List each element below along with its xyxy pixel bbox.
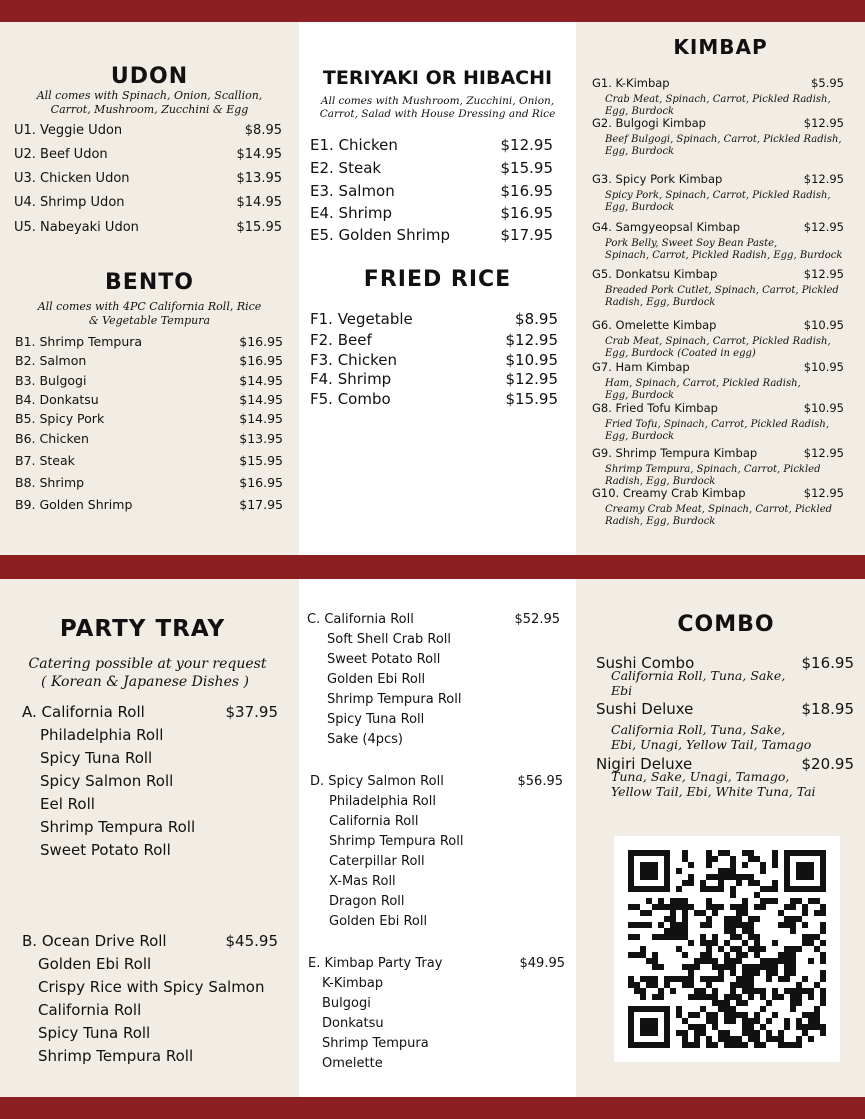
bento-item-price: $16.95 — [239, 334, 283, 349]
teriyaki-item-price: $17.95 — [500, 226, 553, 244]
bento-item-price: $17.95 — [239, 497, 283, 512]
tray-item: Spicy Tuna Roll — [40, 749, 153, 767]
tray-header-name: B. Ocean Drive Roll — [22, 932, 167, 950]
tray-item: Soft Shell Crab Roll — [327, 632, 452, 647]
tray-header-name: C. California Roll — [307, 612, 414, 627]
bento-item-name: B1. Shrimp Tempura — [15, 334, 143, 349]
bento-desc-line-1: All comes with 4PC California Roll, Rice — [37, 300, 262, 313]
kimbap-item-desc: Crab Meat, Spinach, Carrot, Pickled Radish, — [605, 336, 831, 347]
bento-item-price: $14.95 — [239, 373, 283, 388]
bento-item — [15, 475, 283, 490]
bento-title: BENTO — [105, 270, 194, 295]
kimbap-item — [592, 360, 844, 374]
tray-item: California Roll — [38, 1001, 142, 1019]
bento-item-price: $14.95 — [239, 411, 283, 426]
tray-header-price: $56.95 — [517, 774, 563, 789]
kimbap-item-desc: Pork Belly, Sweet Soy Bean Paste, — [605, 238, 778, 249]
teriyaki-item — [310, 136, 553, 154]
teriyaki-item-price: $16.95 — [500, 182, 553, 200]
kimbap-item-name: G2. Bulgogi Kimbap — [592, 116, 706, 130]
fried-rice-title: FRIED RICE — [363, 267, 512, 292]
teriyaki-item-price: $15.95 — [500, 159, 553, 177]
udon-item — [14, 171, 282, 186]
udon-item-price: $15.95 — [236, 220, 282, 235]
fried-rice-item-price: $8.95 — [515, 310, 558, 328]
kimbap-item-name: G9. Shrimp Tempura Kimbap — [592, 446, 758, 460]
kimbap-item — [592, 172, 844, 186]
bento-item-price: $13.95 — [239, 431, 283, 446]
teriyaki-item-name: E2. Steak — [310, 159, 382, 177]
tray-item: Spicy Tuna Roll — [38, 1024, 151, 1042]
tray-header-name: D. Spicy Salmon Roll — [310, 774, 444, 789]
combo-item-desc: Tuna, Sake, Unagi, Tamago, — [611, 769, 790, 784]
tray-item: K-Kimbap — [322, 976, 384, 991]
kimbap-item-price: $10.95 — [803, 401, 844, 415]
udon-item — [14, 123, 282, 138]
bottom-band — [0, 1097, 865, 1119]
teriyaki-item — [310, 204, 553, 222]
fried-rice-item — [310, 351, 558, 369]
udon-item-name: U2. Beef Udon — [14, 147, 108, 162]
tray-item: Sweet Potato Roll — [40, 841, 171, 859]
tray-item: X-Mas Roll — [329, 874, 396, 889]
kimbap-item — [592, 318, 844, 332]
bento-item — [15, 392, 283, 407]
kimbap-item-name: G8. Fried Tofu Kimbap — [592, 401, 718, 415]
tray-header-price: $37.95 — [225, 703, 278, 721]
combo-item-name: Sushi Combo — [596, 654, 695, 672]
udon-item-price: $8.95 — [244, 123, 282, 138]
kimbap-item-price: $12.95 — [803, 220, 844, 234]
kimbap-item-desc: Egg, Burdock — [605, 146, 675, 157]
fried-rice-item-name: F4. Shrimp — [310, 370, 392, 388]
tray-item: Crispy Rice with Spicy Salmon — [38, 978, 265, 996]
teriyaki-title: TERIYAKI OR HIBACHI — [322, 67, 553, 89]
fried-rice-item — [310, 331, 558, 349]
kimbap-title: KIMBAP — [673, 35, 768, 59]
qr-code-icon[interactable] — [614, 836, 840, 1062]
kimbap-item-name: G6. Omelette Kimbap — [592, 318, 717, 332]
teriyaki-item-name: E5. Golden Shrimp — [310, 226, 451, 244]
teriyaki-item-price: $12.95 — [500, 136, 553, 154]
kimbap-item — [592, 446, 844, 460]
tray-item: Bulgogi — [322, 996, 371, 1011]
fried-rice-item-price: $10.95 — [505, 351, 558, 369]
kimbap-item-desc: Breaded Pork Cutlet, Spinach, Carrot, Pickled — [605, 285, 839, 296]
kimbap-item-price: $10.95 — [803, 360, 844, 374]
bento-desc-line-2: & Vegetable Tempura — [88, 314, 211, 327]
kimbap-item-desc: Radish, Egg, Burdock — [605, 297, 716, 308]
kimbap-item-name: G1. K-Kimbap — [592, 76, 670, 90]
combo-item-price: $16.95 — [801, 654, 854, 672]
bento-item-name: B4. Donkatsu — [15, 392, 99, 407]
tray-header — [22, 932, 278, 950]
kimbap-item-price: $12.95 — [803, 267, 844, 281]
teriyaki-item — [310, 159, 553, 177]
kimbap-item-desc: Shrimp Tempura, Spinach, Carrot, Pickled — [605, 464, 821, 475]
udon-item — [14, 195, 282, 210]
kimbap-item — [592, 76, 844, 90]
bento-item — [15, 453, 283, 468]
bento-item-name: B2. Salmon — [15, 353, 87, 368]
fried-rice-item — [310, 310, 558, 328]
bento-item-price: $16.95 — [239, 353, 283, 368]
tray-item: Golden Ebi Roll — [329, 914, 428, 929]
kimbap-item-desc: Egg, Burdock — [605, 202, 675, 213]
tray-header — [310, 774, 563, 789]
tray-item: Sweet Potato Roll — [327, 652, 441, 667]
combo-item-price: $18.95 — [801, 700, 854, 718]
bento-item-name: B9. Golden Shrimp — [15, 497, 133, 512]
bento-item-name: B5. Spicy Pork — [15, 411, 105, 426]
udon-desc-line-1: All comes with Spinach, Onion, Scallion, — [36, 89, 263, 102]
tray-header — [307, 612, 560, 627]
udon-item-price: $13.95 — [236, 171, 282, 186]
bento-item — [15, 431, 283, 446]
teriyaki-item-price: $16.95 — [500, 204, 553, 222]
tray-item: California Roll — [329, 814, 419, 829]
tray-item: Dragon Roll — [329, 894, 405, 909]
teriyaki-item — [310, 182, 553, 200]
kimbap-item-price: $12.95 — [803, 486, 844, 500]
udon-item-price: $14.95 — [236, 195, 282, 210]
fried-rice-item-price: $15.95 — [505, 390, 558, 408]
tray-item: Sake (4pcs) — [327, 732, 404, 747]
bento-item-price: $14.95 — [239, 392, 283, 407]
kimbap-item — [592, 401, 844, 415]
fried-rice-item-name: F5. Combo — [310, 390, 391, 408]
combo-title: COMBO — [677, 612, 775, 637]
tray-item: Caterpillar Roll — [329, 854, 425, 869]
combo-item-name: Sushi Deluxe — [596, 700, 694, 718]
udon-item-price: $14.95 — [236, 147, 282, 162]
combo-item — [596, 700, 854, 718]
qr-code-graphic — [614, 836, 840, 1062]
kimbap-item-desc: Ham, Spinach, Carrot, Pickled Radish, — [605, 378, 801, 389]
kimbap-item-price: $12.95 — [803, 172, 844, 186]
kimbap-item-desc: Egg, Burdock — [605, 106, 675, 117]
kimbap-item-price: $12.95 — [803, 116, 844, 130]
tray-item: Omelette — [322, 1056, 383, 1071]
tray-header-name: E. Kimbap Party Tray — [308, 956, 443, 971]
kimbap-item-desc: Creamy Crab Meat, Spinach, Carrot, Pickled — [605, 504, 833, 515]
tray-item: Spicy Tuna Roll — [327, 712, 425, 727]
fried-rice-item — [310, 370, 558, 388]
party-tray-title: PARTY TRAY — [59, 616, 226, 642]
kimbap-item-desc: Crab Meat, Spinach, Carrot, Pickled Radish, — [605, 94, 831, 105]
kimbap-item-desc: Spinach, Carrot, Pickled Radish, Egg, Burdock — [605, 250, 843, 261]
tray-item: Shrimp Tempura Roll — [38, 1047, 194, 1065]
kimbap-item-desc: Beef Bulgogi, Spinach, Carrot, Pickled Radish, — [605, 134, 842, 145]
kimbap-item-desc: Radish, Egg, Burdock — [605, 476, 716, 487]
kimbap-item-name: G10. Creamy Crab Kimbap — [592, 486, 746, 500]
bento-item-price: $16.95 — [239, 475, 283, 490]
combo-item-price: $20.95 — [801, 755, 854, 773]
bento-item-price: $15.95 — [239, 453, 283, 468]
kimbap-item — [592, 220, 844, 234]
bento-item — [15, 334, 283, 349]
bento-item — [15, 373, 283, 388]
tray-header — [308, 956, 565, 971]
fried-rice-item-name: F1. Vegetable — [310, 310, 413, 328]
tray-item: Shrimp Tempura — [322, 1036, 429, 1051]
udon-desc-line-2: Carrot, Mushroom, Zucchini & Egg — [50, 103, 249, 116]
udon-item — [14, 147, 282, 162]
tray-item: Shrimp Tempura Roll — [40, 818, 196, 836]
tray-item: Donkatsu — [322, 1016, 384, 1031]
combo-item-desc: Ebi, Unagi, Yellow Tail, Tamago — [611, 737, 812, 752]
teriyaki-item-name: E4. Shrimp — [310, 204, 393, 222]
kimbap-item — [592, 116, 844, 130]
tray-item: Philadelphia Roll — [40, 726, 164, 744]
tray-item: Spicy Salmon Roll — [40, 772, 174, 790]
udon-item-name: U3. Chicken Udon — [14, 171, 130, 186]
teriyaki-item — [310, 226, 553, 244]
bento-item-name: B8. Shrimp — [15, 475, 85, 490]
combo-item-desc: California Roll, Tuna, Sake, — [611, 668, 786, 683]
udon-item — [14, 220, 282, 235]
kimbap-item-name: G5. Donkatsu Kimbap — [592, 267, 718, 281]
kimbap-item — [592, 267, 844, 281]
party-tray-desc-line-1: Catering possible at your request — [28, 656, 267, 672]
bento-item-name: B7. Steak — [15, 453, 75, 468]
bento-item-name: B6. Chicken — [15, 431, 89, 446]
bento-item — [15, 353, 283, 368]
udon-item-name: U1. Veggie Udon — [14, 123, 123, 138]
kimbap-item-desc: Egg, Burdock — [605, 390, 675, 401]
bento-item-name: B3. Bulgogi — [15, 373, 87, 388]
teriyaki-item-name: E1. Chicken — [310, 136, 398, 154]
kimbap-item-price: $5.95 — [811, 76, 844, 90]
combo-item-desc: Ebi — [611, 683, 633, 698]
kimbap-item-desc: Spicy Pork, Spinach, Carrot, Pickled Radish, — [605, 190, 831, 201]
udon-item-name: U4. Shrimp Udon — [14, 195, 125, 210]
combo-item-desc: Yellow Tail, Ebi, White Tuna, Tai — [611, 784, 816, 799]
party-tray-desc-line-2: ( Korean & Japanese Dishes ) — [41, 674, 249, 690]
tray-header — [22, 703, 278, 721]
kimbap-item-name: G3. Spicy Pork Kimbap — [592, 172, 723, 186]
top-band — [0, 0, 865, 22]
fried-rice-item-name: F3. Chicken — [310, 351, 397, 369]
middle-band — [0, 555, 865, 579]
tray-item: Golden Ebi Roll — [327, 672, 426, 687]
tray-item: Shrimp Tempura Roll — [329, 834, 464, 849]
combo-item-name: Nigiri Deluxe — [596, 755, 693, 773]
fried-rice-item-name: F2. Beef — [310, 331, 372, 349]
teriyaki-desc-line-1: All comes with Mushroom, Zucchini, Onion, — [320, 95, 555, 107]
tray-item: Philadelphia Roll — [329, 794, 436, 809]
tray-item: Golden Ebi Roll — [38, 955, 152, 973]
tray-item: Shrimp Tempura Roll — [327, 692, 462, 707]
kimbap-item-price: $10.95 — [803, 318, 844, 332]
kimbap-item-name: G7. Ham Kimbap — [592, 360, 690, 374]
teriyaki-item-name: E3. Salmon — [310, 182, 395, 200]
tray-header-price: $49.95 — [519, 956, 565, 971]
kimbap-item-desc: Fried Tofu, Spinach, Carrot, Pickled Radish, — [605, 419, 830, 430]
udon-item-name: U5. Nabeyaki Udon — [14, 220, 139, 235]
teriyaki-desc-line-2: Carrot, Salad with House Dressing and Rice — [319, 108, 556, 120]
bento-item — [15, 497, 283, 512]
tray-header-price: $45.95 — [225, 932, 278, 950]
combo-item-desc: California Roll, Tuna, Sake, — [611, 722, 786, 737]
kimbap-item — [592, 486, 844, 500]
kimbap-item-name: G4. Samgyeopsal Kimbap — [592, 220, 741, 234]
tray-header-price: $52.95 — [514, 612, 560, 627]
tray-item: Eel Roll — [40, 795, 95, 813]
tray-header-name: A. California Roll — [22, 703, 145, 721]
kimbap-item-desc: Egg, Burdock — [605, 431, 675, 442]
fried-rice-item-price: $12.95 — [505, 331, 558, 349]
bento-item — [15, 411, 283, 426]
fried-rice-item — [310, 390, 558, 408]
udon-title: UDON — [110, 64, 189, 89]
kimbap-item-price: $12.95 — [803, 446, 844, 460]
kimbap-item-desc: Egg, Burdock (Coated in egg) — [605, 348, 756, 359]
kimbap-item-desc: Radish, Egg, Burdock — [605, 516, 716, 527]
fried-rice-item-price: $12.95 — [505, 370, 558, 388]
